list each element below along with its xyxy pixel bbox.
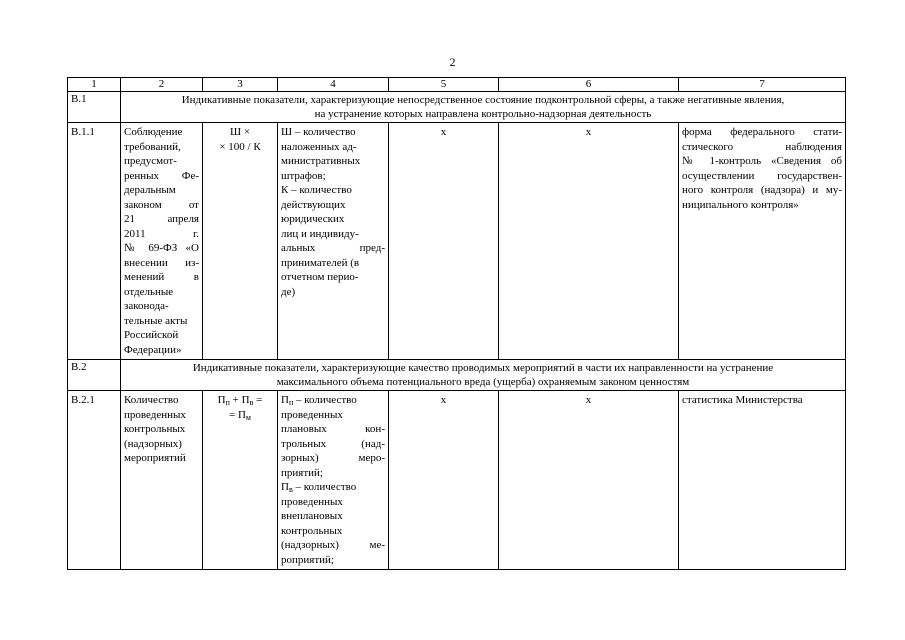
desc-line: роприятий; [281, 553, 334, 566]
col-header-1: 1 [68, 78, 121, 92]
desc-line [281, 393, 385, 408]
col6-value: х [499, 123, 679, 360]
indicator-code: В.1.1 [68, 123, 121, 360]
data-source [679, 123, 846, 360]
name-line: деральным [124, 184, 176, 196]
section-title-line: на устранение которых направлена контрольно-надзорная деятельность [314, 108, 652, 120]
desc-line: К – количество [281, 184, 352, 196]
source-line: форма федерального стати- [682, 126, 842, 138]
desc-line: проведенных [281, 495, 343, 508]
name-line: законода- [124, 300, 169, 312]
indicator-name [121, 123, 203, 360]
formula-symbol: П [217, 394, 226, 406]
name-line: мероприятий [124, 452, 186, 464]
col-header-2: 2 [121, 78, 203, 92]
section-row-b1 [68, 92, 846, 123]
desc-line: штрафов; [281, 169, 326, 182]
desc-line: трольных (над- [281, 437, 385, 450]
name-line: менений в [124, 271, 199, 283]
desc-line: лиц и индивиду- [281, 227, 359, 240]
source-line: осуществлении государствен- [682, 169, 842, 182]
section-title-line: Индикативные показатели, характеризующие качество проводимых мероприятий в части их направленности на устранение [192, 362, 774, 374]
desc-line: юридических [281, 213, 345, 225]
name-line: отдельные [124, 285, 174, 298]
section-title [121, 360, 846, 391]
desc-text: – количество [293, 394, 357, 406]
name-line: Федерации» [124, 343, 182, 356]
col5-value: х [389, 123, 499, 360]
name-line: (надзорных) [124, 437, 182, 450]
col6-value: х [499, 391, 679, 570]
formula-equals: = [253, 394, 263, 406]
indicator-description [278, 123, 389, 360]
desc-subscript: п [288, 398, 294, 407]
name-line: законом от [124, 198, 199, 211]
section-row-b2 [68, 360, 846, 391]
desc-line: зорных) меро- [281, 452, 385, 464]
desc-line: внеплановых [281, 510, 343, 522]
name-line: требований, [124, 140, 181, 153]
data-source: статистика Министерства [679, 391, 846, 570]
col-header-7: 7 [679, 78, 846, 92]
formula-line [206, 393, 274, 408]
formula-line [206, 408, 274, 423]
formula-subscript: п [225, 398, 230, 407]
col-header-3: 3 [203, 78, 278, 92]
formula-plus: + [229, 394, 242, 406]
name-line: ренных Фе- [124, 169, 199, 182]
name-line: проведенных [124, 408, 186, 421]
formula-line: Ш × [229, 126, 251, 138]
name-line: № 69-ФЗ «О [124, 242, 199, 254]
formula-symbol: П [241, 394, 250, 406]
desc-line: Ш – количество [281, 126, 356, 138]
desc-line [281, 480, 385, 495]
desc-line: отчетном перио- [281, 271, 359, 283]
section-code: В.2 [68, 360, 121, 391]
desc-line: де) [281, 285, 296, 298]
name-line: 21 апреля [124, 213, 199, 225]
source-line: ниципального контроля» [682, 198, 799, 211]
formula-equals: = [229, 408, 238, 421]
name-line: тельные акты [124, 314, 188, 327]
desc-line: действующих [281, 198, 346, 211]
section-title-line: максимального объема потенциального вреда (ущерба) охраняемым законом ценностям [276, 376, 690, 388]
indicators-table [67, 77, 846, 570]
formula-line: × 100 / К [219, 140, 261, 153]
indicator-description [278, 391, 389, 570]
column-number-header [68, 78, 846, 92]
indicator-code: В.2.1 [68, 391, 121, 570]
formula-symbol: П [237, 408, 246, 421]
indicator-formula [203, 123, 278, 360]
name-line: Количество [124, 394, 179, 406]
name-line: 2011 г. [124, 227, 199, 240]
col-header-5: 5 [389, 78, 499, 92]
desc-line: наложенных ад- [281, 140, 357, 153]
formula-subscript: м [245, 412, 251, 422]
desc-symbol: П [281, 481, 289, 493]
desc-symbol: П [281, 394, 289, 406]
desc-subscript: в [288, 485, 293, 494]
page-number: 2 [449, 55, 456, 69]
desc-line: приятий; [281, 466, 323, 479]
formula-subscript: в [249, 398, 254, 407]
name-line: Соблюдение [124, 126, 183, 138]
name-line: Российской [124, 329, 179, 341]
desc-line: проведенных [281, 408, 343, 421]
indicator-formula [203, 391, 278, 570]
name-line: контрольных [124, 423, 186, 435]
col-header-6: 6 [499, 78, 679, 92]
indicator-row-b11 [68, 123, 846, 360]
desc-text: – количество [292, 481, 357, 493]
indicator-row-b21 [68, 391, 846, 570]
desc-line: альных пред- [281, 242, 385, 254]
desc-line: контрольных [281, 524, 343, 537]
source-line: ного контроля (надзора) и му- [682, 184, 842, 196]
section-title [121, 92, 846, 123]
section-code: В.1 [68, 92, 121, 123]
indicator-name [121, 391, 203, 570]
name-line: предусмот- [124, 155, 177, 167]
desc-line: принимателей (в [281, 256, 360, 269]
name-line: внесении из- [124, 256, 199, 269]
desc-line: министративных [281, 155, 361, 167]
source-line: № 1-контроль «Сведения об [682, 155, 842, 167]
section-title-line: Индикативные показатели, характеризующие непосредственное состояние подконтрольной сферы, а также негативные явления, [181, 94, 785, 106]
col5-value: х [389, 391, 499, 570]
desc-line: плановых кон- [281, 423, 385, 435]
source-line: стического наблюдения [682, 140, 842, 153]
desc-line: (надзорных) ме- [281, 539, 385, 551]
col-header-4: 4 [278, 78, 389, 92]
